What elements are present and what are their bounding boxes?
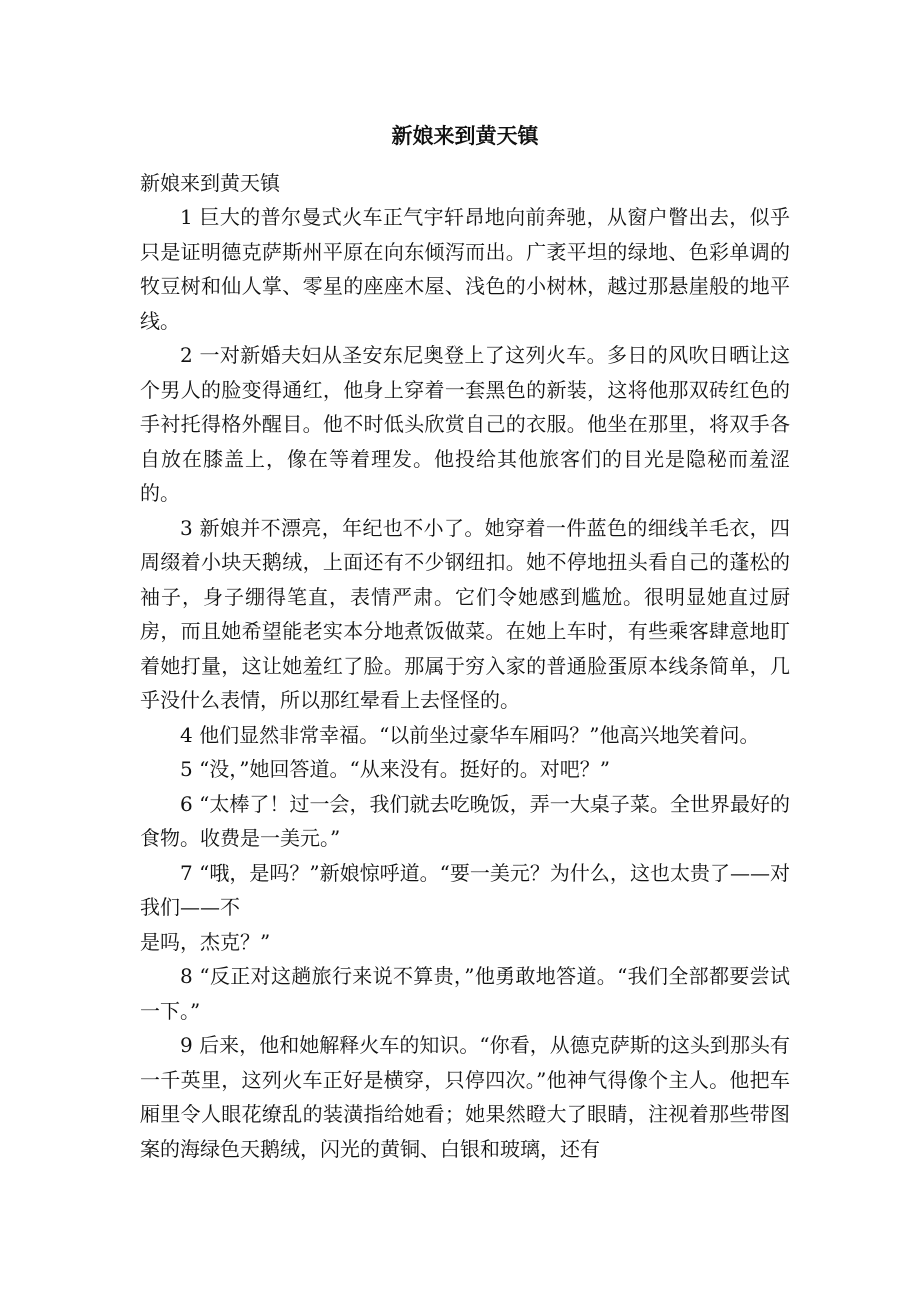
document-title: 新娘来到黄天镇: [391, 123, 539, 148]
document-subtitle: 新娘来到黄天镇: [140, 171, 280, 195]
paragraph-7-continued: 是吗，杰克？”: [140, 929, 271, 954]
paragraph-6: 6 “太棒了！过一会，我们就去吃晚饭，弄一大桌子菜。全世界最好的食物。收费是一美元。”: [140, 791, 790, 850]
paragraph-5: 5 “没，”她回答道。“从来没有。挺好的。对吧？”: [180, 757, 610, 781]
paragraph-2: 2 一对新婚夫妇从圣安东尼奥登上了这列火车。多日的风吹日晒让这个男人的脸变得通红，他身上穿着一套黑色的新装，这将他那双砖红色的手衬托得格外醒目。他不时低头欣赏自己的衣服。他坐在那里，将双手各自放在膝盖上，像在等着理发。他投给其他旅客们的目光是隐秘而羞涩的。: [140, 343, 790, 505]
paragraph-1: 1 巨大的普尔曼式火车正气宇轩昂地向前奔驰，从窗户瞥出去，似乎只是证明德克萨斯州平原在向东倾泻而出。广袤平坦的绿地、色彩单调的牧豆树和仙人掌、零星的座座木屋、浅色的小树林，越过那悬崖般的地平线。: [140, 205, 790, 333]
paragraph-9: 9 后来，他和她解释火车的知识。“你看，从德克萨斯的这头到那头有一千英里，这列火车正好是横穿，只停四次。”他神气得像个主人。他把车厢里令人眼花缭乱的装潢指给她看；她果然瞪大了眼睛，注视着那些带图案的海绿色天鹅绒，闪光的黄铜、白银和玻璃，还有: [140, 1033, 790, 1161]
paragraph-7: 7 “哦，是吗？”新娘惊呼道。“要一美元？为什么，这也太贵了——对我们——不: [140, 860, 790, 919]
paragraph-4: 4 他们显然非常幸福。“以前坐过豪华车厢吗？”他高兴地笑着问。: [180, 722, 760, 747]
paragraph-3: 3 新娘并不漂亮，年纪也不小了。她穿着一件蓝色的细线羊毛衣，四周缀着小块天鹅绒，上面还有不少钢纽扣。她不停地扭头看自己的蓬松的袖子，身子绷得笔直，表情严肃。它们令她感到尴尬。很明显她直过厨房，而且她希望能老实本分地煮饭做菜。在她上车时，有些乘客肆意地盯着她打量，这让她羞红了脸。那属于穷入家的普通脸蛋原本线条简单，几乎没什么表情，所以那红晕看上去怪怪的。: [140, 515, 790, 712]
document-page: [140, 118, 790, 1166]
paragraph-8: 8 “反正对这趟旅行来说不算贵，”他勇敢地答道。“我们全部都要尝试一下。”: [140, 964, 790, 1023]
